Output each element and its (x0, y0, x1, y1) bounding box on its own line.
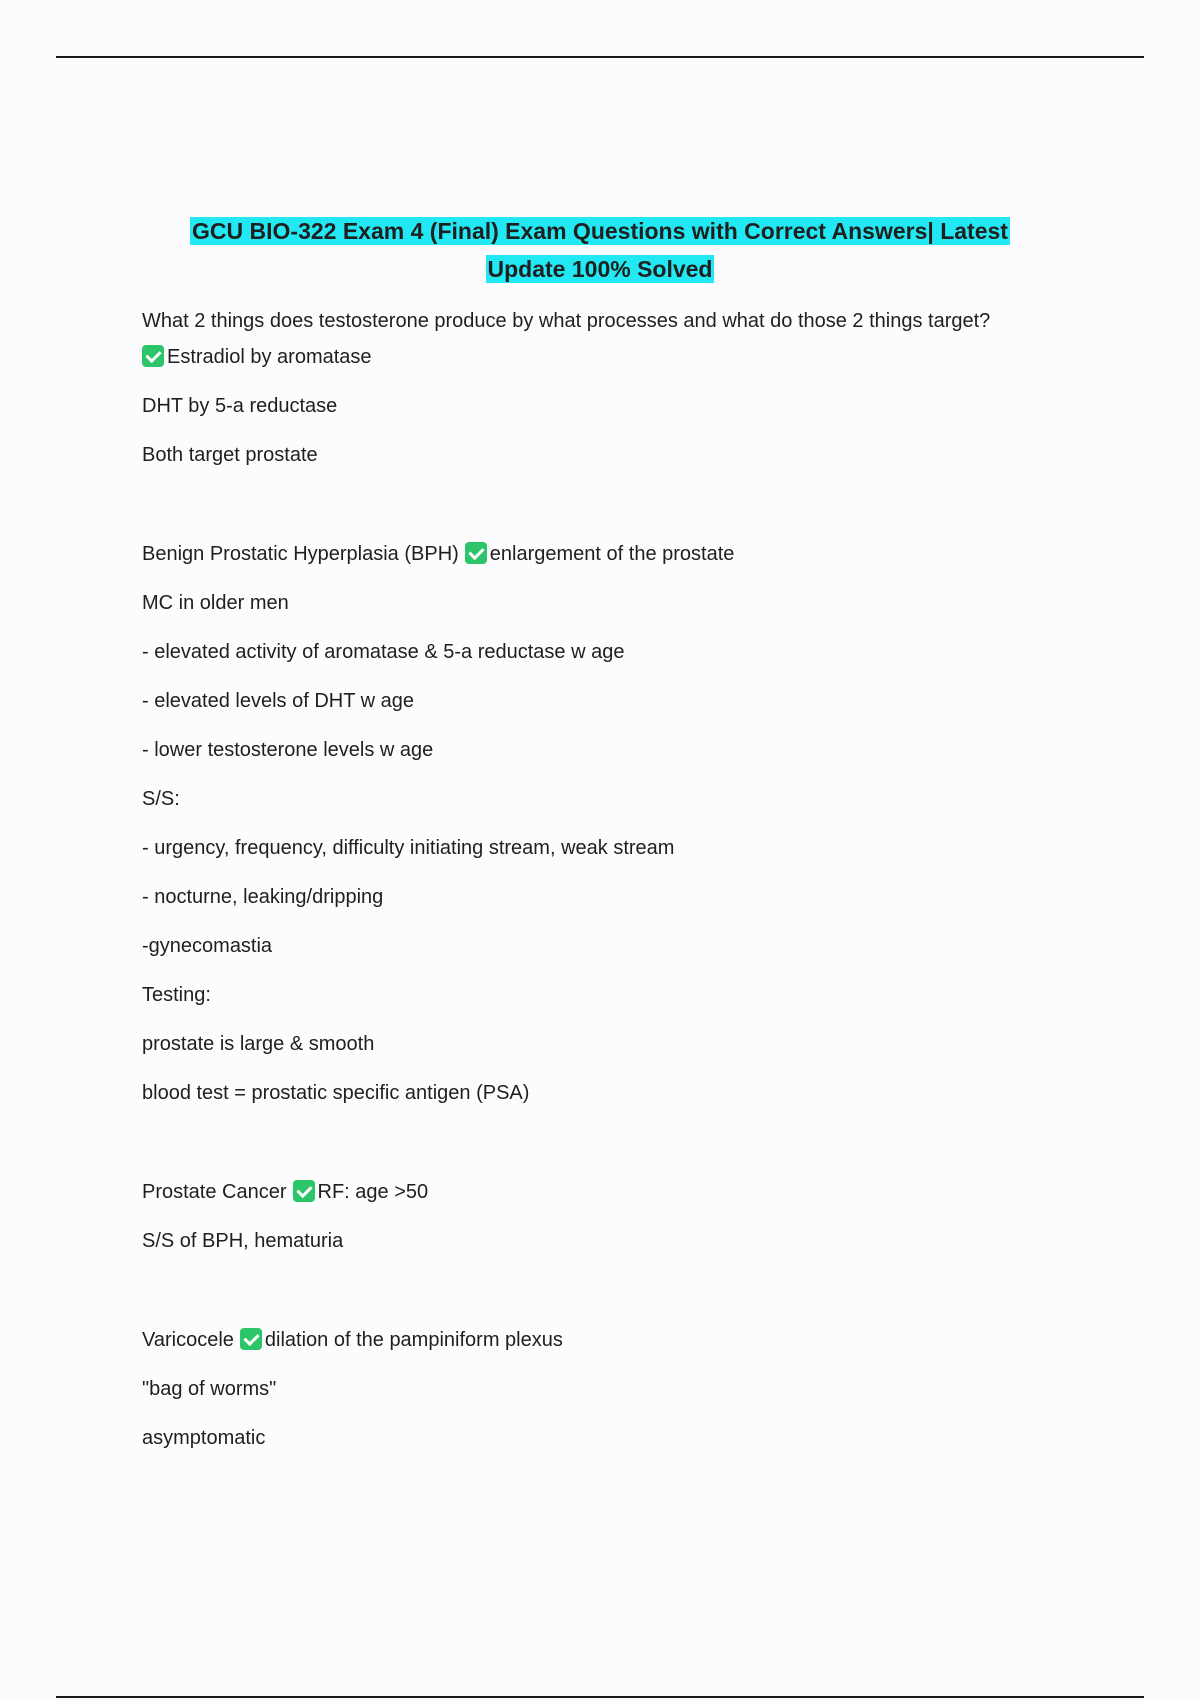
qa-content (142, 306, 1142, 1472)
check-mark-icon (240, 1328, 262, 1350)
answer-detail: Testing: (142, 984, 211, 1006)
qa-entry (142, 306, 1142, 489)
answer-text: Estradiol by aromatase (167, 346, 372, 368)
header-rule (56, 56, 1144, 58)
answer-detail: prostate is large & smooth (142, 1033, 375, 1055)
answer-detail: blood test = prostatic specific antigen (PSA) (142, 1082, 530, 1104)
question-answer-line (142, 539, 1142, 588)
question-answer-line (142, 1177, 1142, 1226)
question-answer-line (142, 1325, 1142, 1374)
answer-detail: - urgency, frequency, difficulty initiating stream, weak stream (142, 837, 675, 859)
answer-text: enlargement of the prostate (489, 543, 735, 565)
question-text: Prostate Cancer (142, 1181, 287, 1203)
footer-rule (56, 1696, 1144, 1698)
answer-detail: - lower testosterone levels w age (142, 739, 434, 761)
answer-detail: asymptomatic (142, 1427, 266, 1449)
answer-detail: DHT by 5-a reductase (142, 395, 338, 417)
answer-detail: "bag of worms" (142, 1378, 277, 1400)
answer-detail: Both target prostate (142, 444, 318, 466)
title-line-2: Update 100% Solved (487, 256, 713, 282)
check-mark-icon (465, 542, 487, 564)
check-mark-icon (142, 345, 164, 367)
answer-detail: - elevated levels of DHT w age (142, 690, 414, 712)
question-text: What 2 things does testosterone produce by what processes and what do those 2 things target? (142, 310, 991, 332)
question-text: Varicocele (142, 1329, 234, 1351)
qa-entry (142, 539, 1142, 1127)
answer-detail: -gynecomastia (142, 935, 273, 957)
answer-line (142, 342, 1142, 391)
document-title (120, 212, 1080, 288)
title-line-1: GCU BIO-322 Exam 4 (Final) Exam Questions with Correct Answers| Latest (192, 218, 1008, 244)
answer-detail: S/S: (142, 788, 180, 810)
check-mark-icon (293, 1180, 315, 1202)
answer-detail: - elevated activity of aromatase & 5-a reductase w age (142, 641, 625, 663)
qa-entry (142, 1325, 1142, 1472)
answer-detail: - nocturne, leaking/dripping (142, 886, 384, 908)
answer-detail: MC in older men (142, 592, 289, 614)
question-text: Benign Prostatic Hyperplasia (BPH) (142, 543, 459, 565)
qa-entry (142, 1177, 1142, 1275)
answer-detail: S/S of BPH, hematuria (142, 1230, 344, 1252)
answer-text: dilation of the pampiniform plexus (264, 1329, 563, 1351)
answer-text: RF: age >50 (317, 1181, 429, 1203)
